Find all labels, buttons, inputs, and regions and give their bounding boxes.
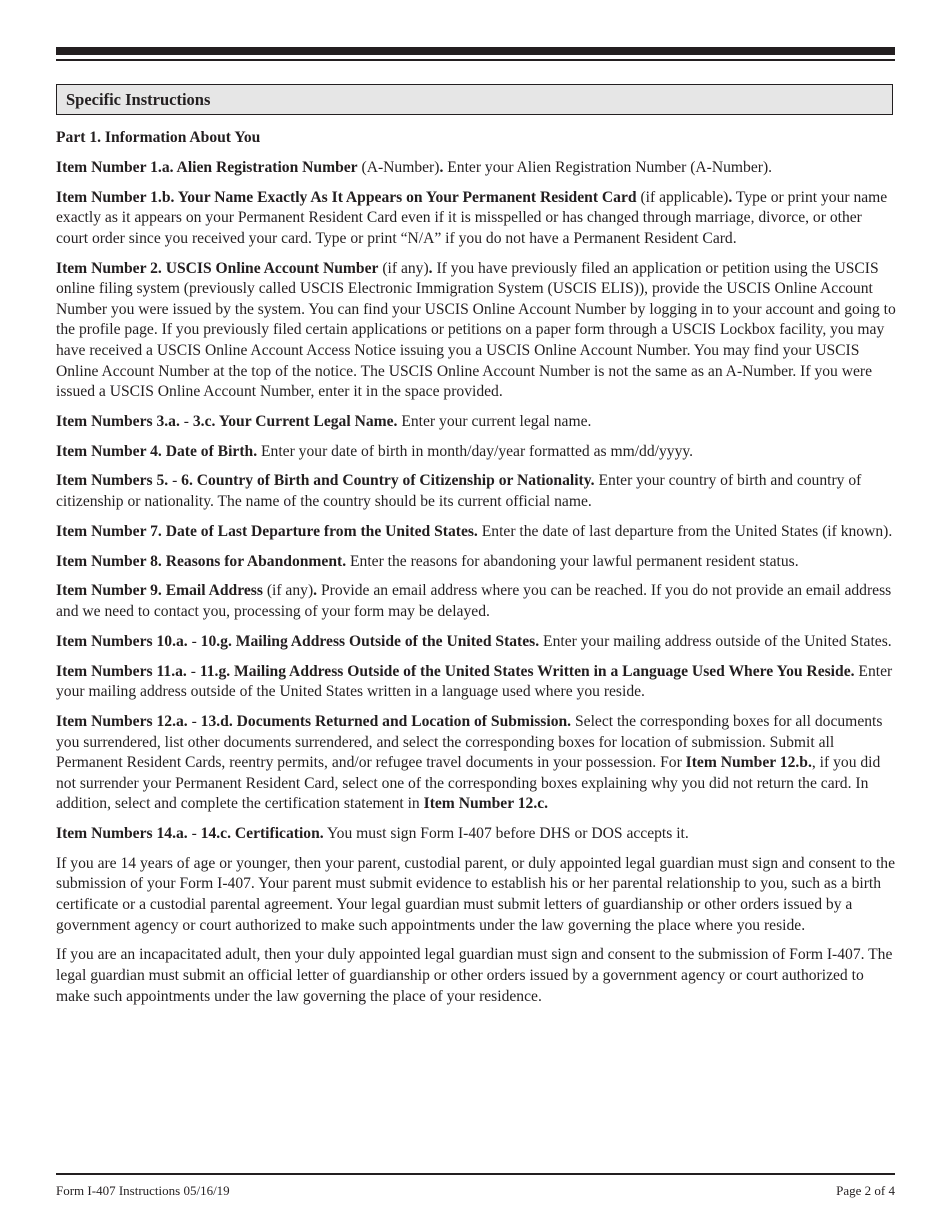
incapacitated-adult-paragraph: If you are an incapacitated adult, then your duly appointed legal guardian must sign and consent to the submission of Form I-407. The legal guardian must submit an official letter of guardianship or other orders issued by a government agency or court authorized to make such appointments under the law governing the place of your residence.	[56, 946, 893, 1005]
item-7	[56, 522, 896, 543]
item-3	[56, 412, 896, 433]
header-thin-rule	[56, 59, 895, 61]
period: .	[439, 158, 444, 176]
item-label-end: 10.g. Mailing Address Outside of the United States.	[200, 632, 540, 650]
item-text: Enter the reasons for abandoning your lawful permanent resident status.	[346, 552, 799, 570]
item-separator: -	[187, 825, 201, 843]
item-text: Provide an email address where you can be reached. If you do not provide an email address and we need to contact you, processing of your form may be delayed.	[56, 582, 892, 620]
item-separator: -	[186, 662, 200, 680]
item-label: Item Number 1.a. Alien Registration Number	[56, 158, 358, 176]
item-label-end: 6. Country of Birth and Country of Citizenship or Nationality.	[181, 472, 595, 490]
minor-signature-paragraph: If you are 14 years of age or younger, then your parent, custodial parent, or duly appointed legal guardian must sign and consent to the submission of your Form I-407. Your parent must submit evidence to establish his or her parental relationship to you, such as a birth certificate or a custodial parental agreement. Your legal guardian must submit letters of guardianship or other orders issued by a government agency or court authorized to make such appointments under the law governing the place where you reside.	[56, 854, 896, 934]
item-9	[56, 581, 896, 622]
item-label: Item Number 8. Reasons for Abandonment.	[56, 552, 347, 570]
period: .	[313, 582, 318, 600]
item-label-start: Item Numbers 12.a.	[56, 712, 188, 730]
item-reference: Item Number 12.b.	[685, 754, 812, 772]
period: .	[728, 188, 733, 206]
item-qualifier: (A-Number)	[357, 158, 440, 176]
part-heading	[56, 128, 896, 149]
instructions-body	[56, 128, 896, 1016]
item-label-start: Item Numbers 14.a.	[56, 825, 188, 843]
item-label-start: Item Numbers 3.a.	[56, 412, 180, 430]
item-text: Type or print your name exactly as it appears on your Permanent Resident Card even if it is misspelled or has changed through marriage, divorce, or other court order since you received your card. Type or print “N/A” if you do not have a Permanent Resident Card.	[56, 188, 888, 247]
item-qualifier: (if any)	[262, 582, 314, 600]
item-text: If you have previously filed an application or petition using the USCIS online filing system (previously called USCIS Electronic Immigration System (USCIS ELIS)), provide the USCIS Online Account Number you were issued by the system. You can find your USCIS Online Account Number by logging in to your account and going to the profile page. If you previously filed certain applications or petitions on a paper form through a USCIS Lockbox facility, you may have received a USCIS Online Account Access Notice issuing you a USCIS Online Account Number. You may find your USCIS Online Account Number at the top of the notice. The USCIS Online Account Number is not the same as an A-Number. If you were issued a USCIS Online Account Number, enter it in the space provided.	[56, 259, 896, 401]
footer-rule	[56, 1173, 895, 1175]
item-text: Enter your mailing address outside of the United States.	[539, 632, 892, 650]
item-label-start: Item Numbers 10.a.	[56, 632, 188, 650]
item-separator: -	[179, 412, 193, 430]
item-text: Enter your current legal name.	[397, 412, 592, 430]
item-label: Item Number 7. Date of Last Departure from the United States.	[56, 522, 478, 540]
item-separator: -	[187, 712, 201, 730]
footer-form-edition: Form I-407 Instructions 05/16/19	[56, 1183, 230, 1198]
item-label-end: 13.d. Documents Returned and Location of Submission.	[200, 712, 572, 730]
item-label: Item Number 1.b. Your Name Exactly As It Appears on Your Permanent Resident Card	[56, 188, 637, 206]
item-text: You must sign Form I-407 before DHS or DOS accepts it.	[323, 825, 689, 843]
item-text: Enter your country of birth and country of citizenship or nationality. The name of the country should be its current official name.	[56, 472, 862, 511]
item-10	[56, 632, 896, 653]
item-label-start: Item Numbers 11.a.	[56, 662, 187, 680]
item-qualifier: (if any)	[378, 259, 429, 277]
item-text: Enter your mailing address outside of the United States written in a language used where you reside.	[56, 662, 893, 701]
item-text: , if you did not surrender your Permanent Resident Card, select one of the corresponding boxes explaining why you did not return the card. In addition, select and complete the certification statement in	[56, 754, 881, 813]
item-label: Item Number 2. USCIS Online Account Number	[56, 259, 379, 277]
header-thick-rule	[56, 47, 895, 55]
item-reference: Item Number 12.c.	[423, 795, 549, 813]
item-12-13	[56, 712, 896, 815]
item-1a	[56, 158, 896, 179]
footer-page-number: Page 2 of 4	[836, 1183, 895, 1198]
section-header	[56, 84, 893, 115]
item-separator: -	[187, 632, 201, 650]
period: .	[428, 259, 433, 277]
item-label-end: 11.g. Mailing Address Outside of the United States Written in a Language Used Where You Reside.	[199, 662, 855, 680]
item-5-6	[56, 471, 896, 512]
item-2	[56, 259, 896, 403]
item-label-start: Item Numbers 5.	[56, 472, 169, 490]
item-text: Select the corresponding boxes for all documents you surrendered, list other documents surrendered, and select the corresponding boxes for location of submission. Submit all Permanent Resident Cards, reentry permits, and/or refugee travel documents in your possession. For	[56, 712, 883, 772]
item-label-end: 14.c. Certification.	[200, 825, 324, 843]
item-14	[56, 824, 896, 845]
item-4	[56, 442, 896, 463]
item-separator: -	[168, 472, 182, 490]
item-8	[56, 552, 896, 573]
item-1b	[56, 188, 896, 250]
item-label-end: 3.c. Your Current Legal Name.	[192, 412, 398, 430]
item-text: Enter your Alien Registration Number (A-Number).	[443, 158, 773, 176]
item-text: Enter your date of birth in month/day/year formatted as mm/dd/yyyy.	[257, 442, 694, 460]
item-11	[56, 662, 896, 703]
item-label: Item Number 9. Email Address	[56, 582, 263, 600]
part-1-heading: Part 1. Information About You	[56, 129, 261, 146]
item-text: Enter the date of last departure from the United States (if known).	[477, 522, 893, 540]
item-qualifier: (if applicable)	[636, 188, 729, 206]
section-title: Specific Instructions	[66, 89, 211, 109]
item-label: Item Number 4. Date of Birth.	[56, 442, 258, 460]
